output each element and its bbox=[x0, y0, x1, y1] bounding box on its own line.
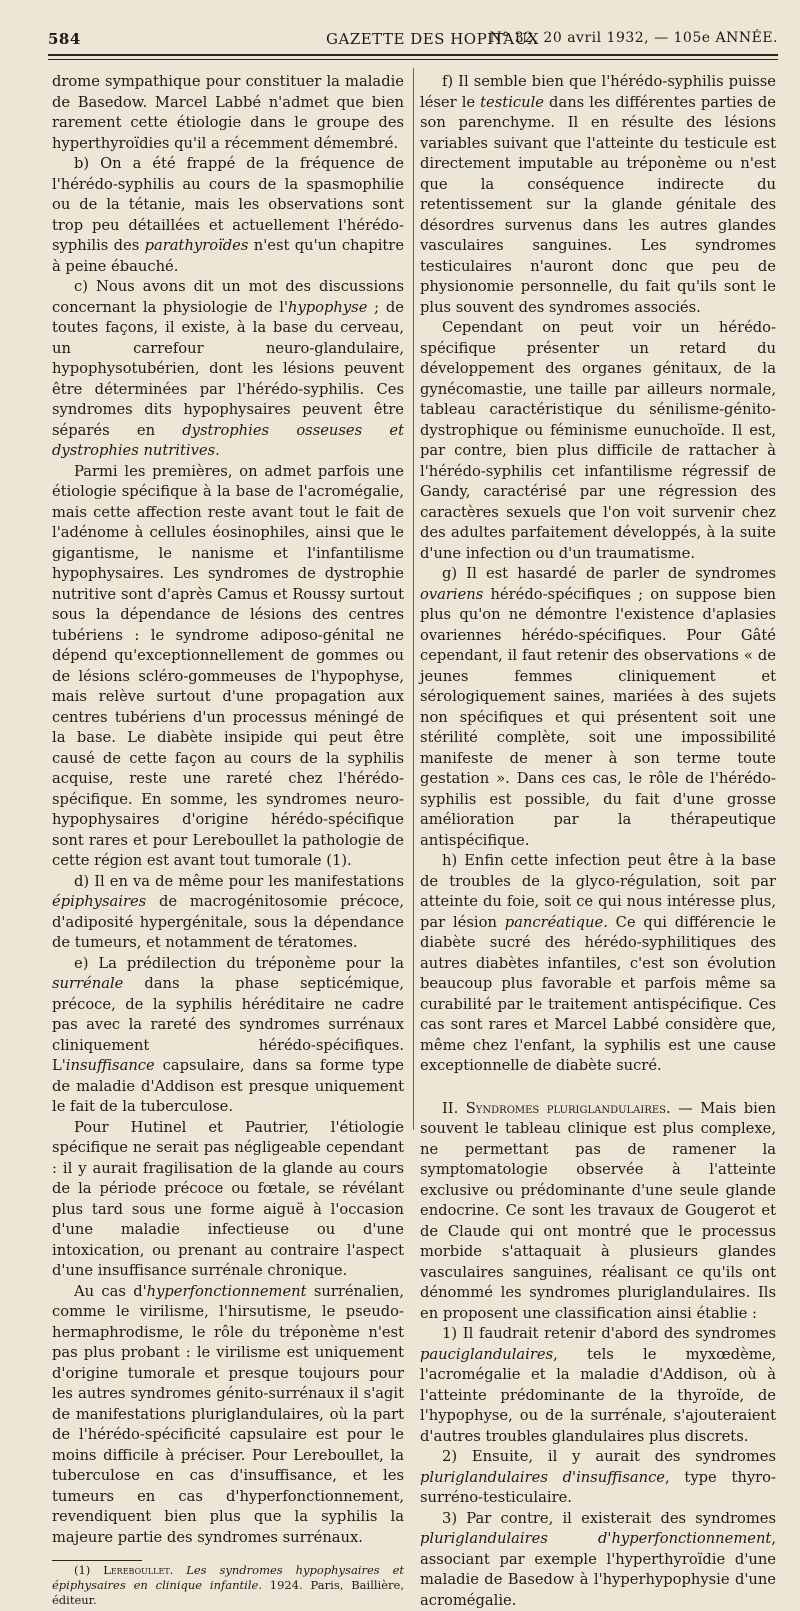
paragraph-e: e) La prédilection du tréponème pour la surrénale dans la phase septicémique, précoce, de la syphilis héréditaire ne cadre pas avec la rareté des syndromes surrénaux cliniquement hérédo-spécifiques. L'insuffisance capsulaire, dans sa forme type de maladie d'Addison est presque uniquement le fait de la tuberculose. bbox=[52, 954, 404, 1118]
page-header bbox=[48, 26, 778, 50]
issue-info: N° 32, 20 avril 1932, — 105e ANNÉE. bbox=[490, 30, 778, 46]
paragraph-d: d) Il en va de même pour les manifestations épiphysaires de macrogénitosomie précoce, d'adiposité hypergénitale, sous la dépendance de tumeurs, et notamment de tératomes. bbox=[52, 872, 404, 954]
paragraph: Cependant on peut voir un hérédo-spécifique présenter un retard du développement des organes génitaux, de la gynécomastie, une taille par ailleurs normale, tableau caractéristique du sénilisme-génito-dystrophique ou féminisme eunuchoïde. Il est, par contre, bien plus difficile de rattacher à l'hérédo-syphilis cet infantilisme régressif de Gandy, caractérisé par une régression des caractères sexuels que l'on voit survenir chez des adultes parfaitement développés, à la suite d'une infection ou d'un traumatisme. bbox=[420, 318, 776, 564]
paragraph: Parmi les premières, on admet parfois une étiologie spécifique à la base de l'acromégalie, mais cette affection reste avant tout le fait de l'adénome à cellules éosinophiles, ainsi que le gigantisme, le nanisme et l'infantilisme hypophysaires. Les syndromes de dystrophie nutritive sont d'après Camus et Roussy surtout sous la dépendance de lésions des centres tubériens : le syndrome adiposo-génital ne dépend qu'exceptionnellement de gommes ou de lésions scléro-gommeuses de l'hypophyse, mais relève surtout d'une propagation aux centres tubériens d'un processus méningé de la base. Le diabète insipide qui peut être causé de cette façon au cours de la syphilis acquise, reste une rareté chez l'hérédo-spécifique. En somme, les syndromes neuro-hypophysaires d'origine hérédo-spécifique sont rares et pour Lereboullet la pathologie de cette région est avant tout tumorale (1). bbox=[52, 462, 404, 872]
left-column bbox=[52, 72, 404, 1608]
paragraph: drome sympathique pour constituer la maladie de Basedow. Marcel Labbé n'admet que bien rarement cette étiologie dans le groupe des hyperthyroïdies qu'il a récemment démembré. bbox=[52, 72, 404, 154]
header-rule-thin bbox=[48, 59, 778, 60]
footnote-rule bbox=[52, 1560, 142, 1561]
list-item: 2) Ensuite, il y aurait des syndromes pluriglandulaires d'insuffisance, type thyro-surréno-testiculaire. bbox=[420, 1447, 776, 1509]
footnote: (1) Lereboullet. Les syndromes hypophysaires et épiphysaires en clinique infantile. 1924. Paris, Baillière, éditeur. bbox=[52, 1563, 404, 1608]
paragraph-f: f) Il semble bien que l'hérédo-syphilis puisse léser le testicule dans les différentes parties de son parenchyme. Il en résulte des lésions variables suivant que l'atteinte du testicule est directement imputable au tréponème ou n'est que la conséquence indirecte du retentissement sur la glande génitale des désordres survenus dans les autres glandes vasculaires sanguines. Les syndromes testiculaires n'auront donc que peu de physionomie personnelle, du fait qu'ils sont le plus souvent des syndromes associés. bbox=[420, 72, 776, 318]
list-item: 3) Par contre, il existerait des syndromes pluriglandulaires d'hyperfonctionnement, associant par exemple l'hyperthyroïdie d'une maladie de Basedow à l'hyperhypophysie d'une acromégalie. bbox=[420, 1509, 776, 1611]
paragraph-b: b) On a été frappé de la fréquence de l'hérédo-syphilis au cours de la spasmophilie ou de la tétanie, mais les observations sont trop peu détaillées et actuellement l'hérédo-syphilis des parathyroïdes n'est qu'un chapitre à peine ébauché. bbox=[52, 154, 404, 277]
header-rule-thick bbox=[48, 54, 778, 56]
section-heading-paragraph: II. Syndromes pluriglandulaires. — Mais bien souvent le tableau clinique est plus complexe, ne permettant pas de ramener la symptomatologie observée à l'atteinte exclusive ou prédominante d'une seule glande endocrine. Ce sont les travaux de Gougerot et de Claude qui ont montré que le processus morbide s'attaquait à plusieurs glandes vasculaires sanguines, réalisant ce qu'ils ont dénommé les syndromes pluriglandulaires. Ils en proposent une classification ainsi établie : bbox=[420, 1099, 776, 1325]
paragraph-h: h) Enfin cette infection peut être à la base de troubles de la glyco-régulation, soit par atteinte du foie, soit ce qui nous intéresse plus, par lésion pancréatique. Ce qui différencie le diabète sucré des hérédo-syphilitiques des autres diabètes infantiles, c'est son évolution beaucoup plus favorable et parfois même sa curabilité par le traitement antispécifique. Ces cas sont rares et Marcel Labbé considère que, même chez l'enfant, la syphilis est une cause exceptionnelle de diabète sucré. bbox=[420, 851, 776, 1077]
page-number: 584 bbox=[48, 30, 81, 48]
column-divider bbox=[413, 68, 414, 1130]
paragraph-c: c) Nous avons dit un mot des discussions concernant la physiologie de l'hypophyse ; de toutes façons, il existe, à la base du cerveau, un carrefour neuro-glandulaire, hypophysotubérien, dont les lésions peuvent être déterminées par l'hérédo-syphilis. Ces syndromes dits hypophysaires peuvent être séparés en dystrophies osseuses et dystrophies nutritives. bbox=[52, 277, 404, 462]
right-column bbox=[420, 72, 776, 1611]
journal-title: GAZETTE DES HOPITAUX bbox=[326, 30, 539, 48]
section-title: Syndromes pluriglandulaires. bbox=[466, 1100, 671, 1117]
paragraph: Pour Hutinel et Pautrier, l'étiologie spécifique ne serait pas négligeable cependant : il y aurait fragilisation de la glande au cours de la période précoce ou fœtale, se révélant plus tard sous une forme aiguë à l'occasion d'une maladie infectieuse ou d'une intoxication, ou prenant au contraire l'aspect d'une insuffisance surrénale chronique. bbox=[52, 1118, 404, 1282]
list-item: 1) Il faudrait retenir d'abord des syndromes pauciglandulaires, tels le myxœdème, l'acromégalie et la maladie d'Addison, où à l'atteinte prédominante de la thyroïde, de l'hypophyse, ou de la surrénale, s'ajouteraient d'autres troubles glandulaires plus discrets. bbox=[420, 1324, 776, 1447]
paragraph: Au cas d'hyperfonctionnement surrénalien, comme le virilisme, l'hirsutisme, le pseudo-hermaphrodisme, le rôle du tréponème n'est pas plus probant : le virilisme est uniquement d'origine tumorale et presque toujours pour les autres syndromes génito-surrénaux il s'agit de manifestations pluriglandulaires, où la part de l'hérédo-spécificité capsulaire est pour le moins difficile à préciser. Pour Lereboullet, la tuberculose en cas d'insuffisance, et les tumeurs en cas d'hyperfonctionnement, revendiquent bien plus que la syphilis la majeure partie des syndromes surrénaux. bbox=[52, 1282, 404, 1549]
paragraph-g: g) Il est hasardé de parler de syndromes ovariens hérédo-spécifiques ; on suppose bien plus qu'on ne démontre l'existence d'aplasies ovariennes hérédo-spécifiques. Pour Gâté cependant, il faut retenir des observations « de jeunes femmes cliniquement et sérologiquement saines, mariées à des sujets non spécifiques et qui présentent soit une stérilité complète, soit une impossibilité manifeste de mener à son terme toute gestation ». Dans ces cas, le rôle de l'hérédo-syphilis est possible, du fait d'une grosse amélioration par la thérapeutique antispécifique. bbox=[420, 564, 776, 851]
